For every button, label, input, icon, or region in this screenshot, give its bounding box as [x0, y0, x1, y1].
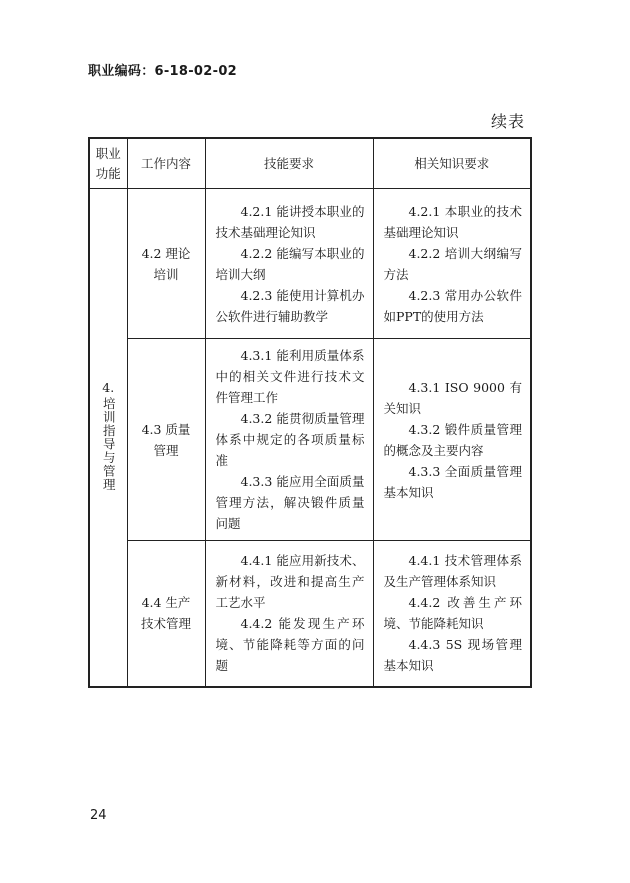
knowledge-cell	[373, 541, 531, 687]
skill-item: 4.3.3 能应用全面质量管理方法，解决锻件质量问题	[215, 474, 365, 531]
work-content: 4.2 理论 培训	[127, 189, 205, 339]
work-content: 4.4 生产 技术管理	[127, 541, 205, 687]
table-header-row	[89, 138, 531, 189]
page-number: 24	[90, 808, 107, 823]
skill-item: 4.3.2 能贯彻质量管理体系中规定的各项质量标准	[215, 411, 365, 468]
knowledge-item: 4.2.1 本职业的技术基础理论知识	[383, 203, 522, 240]
skills-cell	[205, 339, 373, 541]
knowledge-item: 4.2.3 常用办公软件如PPT的使用方法	[383, 287, 522, 324]
header-work-content: 工作内容	[127, 138, 205, 189]
skill-item: 4.3.1 能利用质量体系中的相关文件进行技术文件管理工作	[215, 348, 365, 405]
occupation-code: 职业编码：6-18-02-02	[88, 64, 238, 79]
header-function: 职业 功能	[89, 138, 127, 189]
function-cell	[89, 189, 127, 687]
knowledge-item: 4.4.1 技术管理体系及生产管理体系知识	[383, 553, 522, 590]
skill-item: 4.2.1 能讲授本职业的技术基础理论知识	[215, 203, 365, 240]
knowledge-item: 4.3.1 ISO 9000 有关知识	[383, 379, 522, 416]
skill-item: 4.2.3 能使用计算机办公软件进行辅助教学	[215, 287, 365, 324]
header-skills: 技能要求	[205, 138, 373, 189]
knowledge-cell	[373, 189, 531, 339]
knowledge-item: 4.3.2 锻件质量管理的概念及主要内容	[383, 421, 522, 458]
table-row	[89, 541, 531, 687]
table-row	[89, 189, 531, 339]
function-name: 培训指导与管理	[101, 397, 117, 492]
knowledge-item: 4.3.3 全面质量管理基本知识	[383, 463, 522, 500]
work-content: 4.3 质量 管理	[127, 339, 205, 541]
knowledge-cell	[373, 339, 531, 541]
knowledge-item: 4.2.2 培训大纲编写方法	[383, 245, 522, 282]
continued-label: 续表	[491, 112, 526, 131]
skill-item: 4.4.2 能发现生产环境、节能降耗等方面的问题	[215, 616, 365, 674]
knowledge-item: 4.4.3 5S 现场管理基本知识	[383, 637, 522, 674]
skill-item: 4.2.2 能编写本职业的培训大纲	[215, 245, 365, 282]
skill-item: 4.4.1 能应用新技术、新材料，改进和提高生产工艺水平	[215, 553, 365, 611]
table-row	[89, 339, 531, 541]
skills-cell	[205, 541, 373, 687]
header-knowledge: 相关知识要求	[373, 138, 531, 189]
knowledge-item: 4.4.2 改善生产环境、节能降耗知识	[383, 595, 522, 632]
skills-cell	[205, 189, 373, 339]
function-number: 4.	[102, 380, 115, 395]
skills-table	[88, 137, 532, 688]
